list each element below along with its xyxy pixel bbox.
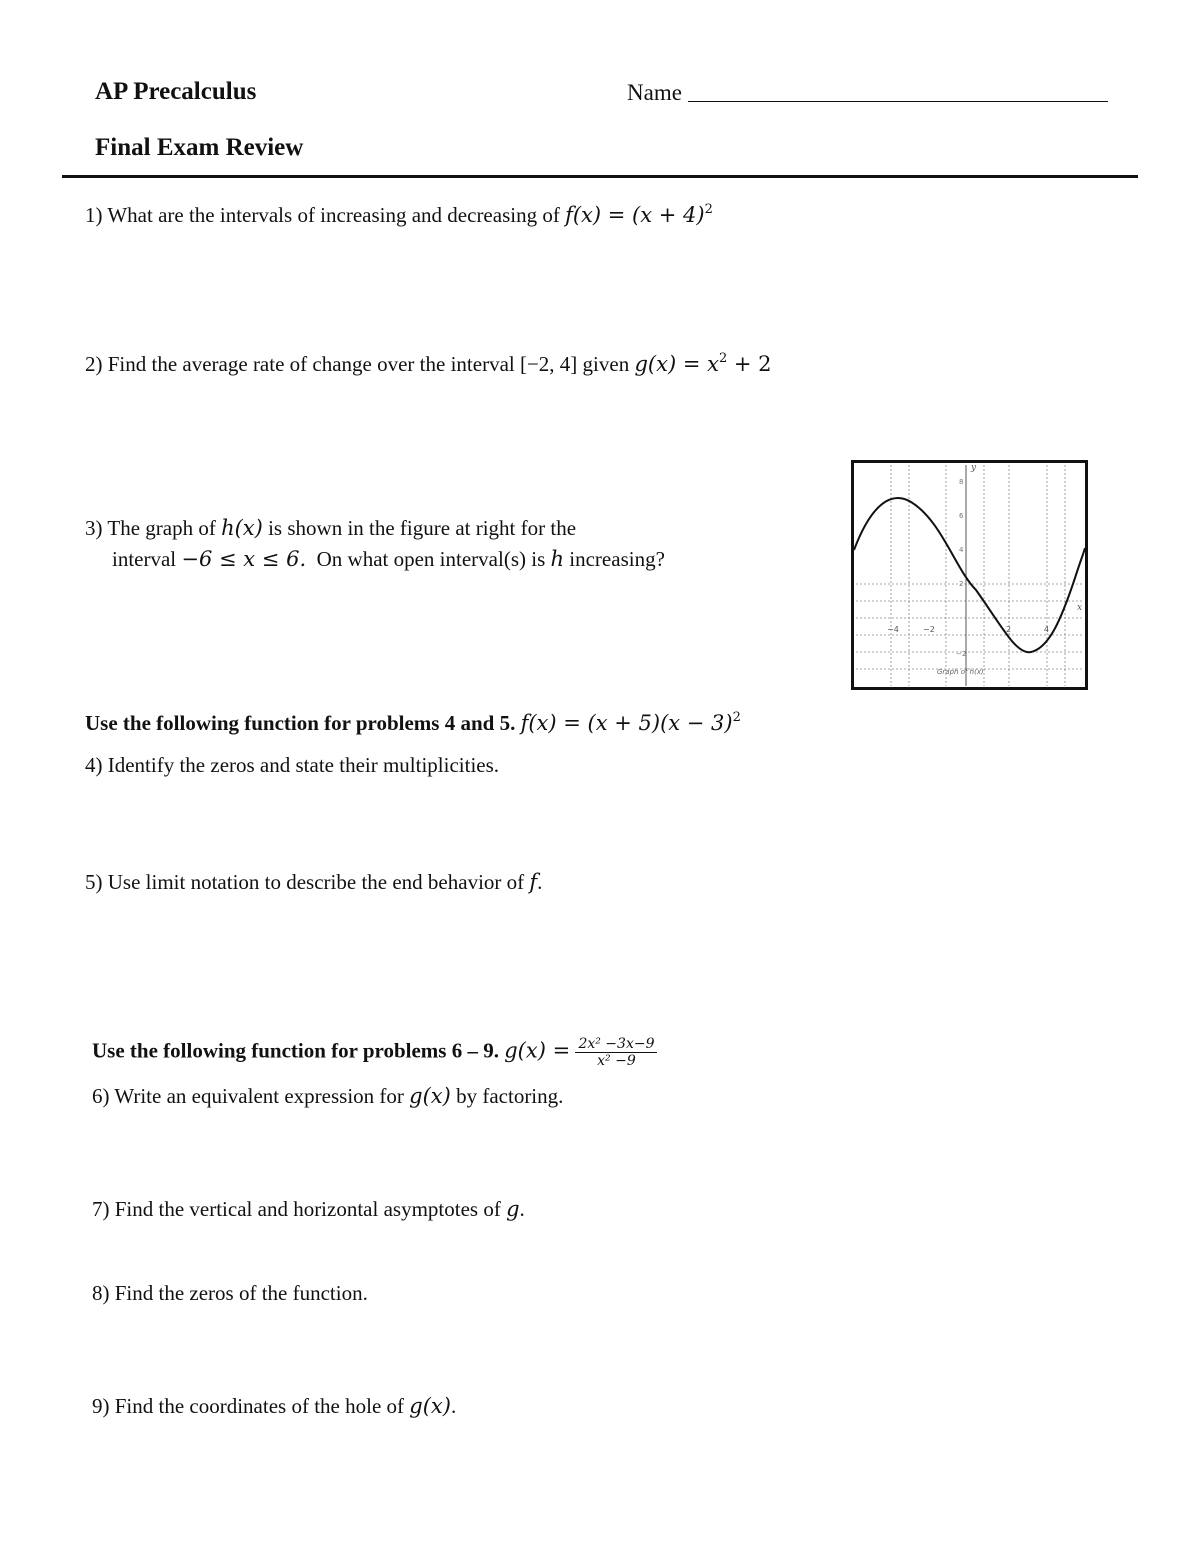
question-9-function: g(x) xyxy=(409,1394,451,1418)
question-1-exponent: 2 xyxy=(704,202,713,217)
fraction-numerator: 2x² −3x−9 xyxy=(575,1036,657,1053)
y-tick-label: 4 xyxy=(959,546,964,554)
y-tick-label: 8 xyxy=(959,478,964,486)
question-3-text-e: increasing? xyxy=(569,547,665,571)
name-blank-line[interactable] xyxy=(688,83,1108,102)
question-1 xyxy=(85,202,713,228)
question-7-period: . xyxy=(519,1197,525,1221)
y-tick-label: −2 xyxy=(956,650,967,658)
name-field[interactable] xyxy=(627,80,1108,106)
x-axis-label: x xyxy=(1077,603,1083,613)
question-3-text-c: interval xyxy=(112,547,177,571)
question-5 xyxy=(85,870,542,895)
question-2-exponent: 2 xyxy=(718,351,728,366)
y-tick-label: 6 xyxy=(959,512,964,520)
question-6 xyxy=(92,1084,563,1109)
question-3-text-b: is shown in the figure at right for the xyxy=(268,516,577,540)
graph-caption: Graph of h(x) xyxy=(937,668,984,676)
y-axis-label: y xyxy=(971,463,977,473)
question-3-text-d: On what open interval(s) is xyxy=(316,547,546,571)
question-6-text-a: 6) Write an equivalent expression for xyxy=(92,1084,404,1108)
question-7-function: g xyxy=(506,1197,520,1221)
group-4-5-expression: f(x) = (x + 5)(x − 3) xyxy=(520,711,733,735)
fraction-denominator: x² −9 xyxy=(597,1053,636,1070)
question-5-text: 5) Use limit notation to describe the end behavior of xyxy=(85,870,525,894)
question-1-text: 1) What are the intervals of increasing and decreasing of xyxy=(85,203,560,227)
group-4-5-instruction xyxy=(85,710,741,736)
name-label: Name xyxy=(627,80,682,105)
group-6-9-fraction xyxy=(575,1036,657,1069)
question-3-line-2 xyxy=(112,547,665,572)
question-5-period: . xyxy=(537,870,543,894)
question-9 xyxy=(92,1394,456,1419)
question-2 xyxy=(85,351,772,377)
header-divider xyxy=(62,175,1138,178)
question-2-expression: g(x) = x xyxy=(634,352,719,376)
group-6-9-instruction xyxy=(92,1036,657,1069)
question-5-function: f xyxy=(529,870,538,894)
course-title: AP Precalculus xyxy=(95,78,257,105)
question-3-function: h(x) xyxy=(221,516,263,540)
x-tick-label: −2 xyxy=(923,625,935,634)
question-7-text: 7) Find the vertical and horizontal asymptotes of xyxy=(92,1197,501,1221)
question-3-line-1 xyxy=(85,516,576,541)
x-tick-label: 4 xyxy=(1044,625,1050,634)
question-6-function: g(x) xyxy=(409,1084,451,1108)
question-3-text-a: 3) The graph of xyxy=(85,516,216,540)
graph-of-h xyxy=(851,460,1088,690)
y-tick-label: 2 xyxy=(959,580,964,588)
question-1-expression: f(x) = (x + 4) xyxy=(565,203,705,227)
graph-border xyxy=(853,462,1087,689)
question-8-text: 8) Find the zeros of the function. xyxy=(92,1281,368,1305)
question-2-tail: + 2 xyxy=(727,352,772,376)
question-9-period: . xyxy=(450,1394,457,1418)
group-4-5-text: Use the following function for problems 4 and 5. xyxy=(85,711,516,735)
group-6-9-text: Use the following function for problems 6 – 9. xyxy=(92,1038,499,1063)
question-4 xyxy=(85,753,499,778)
question-4-text: 4) Identify the zeros and state their multiplicities. xyxy=(85,753,500,777)
question-6-text-b: by factoring. xyxy=(456,1084,564,1108)
group-6-9-expression: g(x) = xyxy=(504,1038,571,1063)
question-8 xyxy=(92,1281,368,1306)
x-tick-label: 2 xyxy=(1006,625,1012,634)
x-tick-label: −4 xyxy=(887,625,899,634)
question-3-h: h xyxy=(550,547,565,571)
question-7 xyxy=(92,1197,525,1222)
group-4-5-exponent: 2 xyxy=(732,710,741,725)
page-title: Final Exam Review xyxy=(95,134,304,161)
question-3-interval: −6 ≤ x ≤ 6. xyxy=(181,547,307,571)
question-2-text: 2) Find the average rate of change over the interval [−2, 4] given xyxy=(85,352,630,376)
question-9-text: 9) Find the coordinates of the hole of xyxy=(92,1394,405,1418)
